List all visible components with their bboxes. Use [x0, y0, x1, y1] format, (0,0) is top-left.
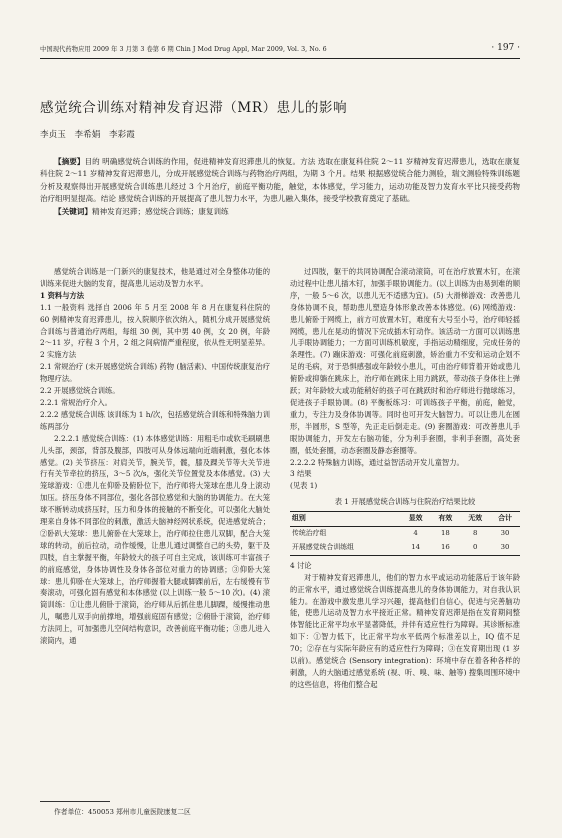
table-caption: 表 1 开展感觉统合训练与住院治疗结果比较	[334, 497, 476, 507]
abstract-paragraph	[40, 156, 520, 206]
article-title: 感觉统合训练对精神发育迟滞（MR）患儿的影响	[40, 100, 348, 116]
abstract	[40, 156, 520, 218]
table-header-cell: 显效	[408, 514, 423, 523]
table-cell: 14	[411, 542, 420, 551]
body-paragraph: 4 讨论	[290, 560, 312, 570]
body-paragraph: 2.2 开展感觉统合训练。	[40, 386, 120, 396]
table-header-cell: 有效	[438, 514, 453, 523]
body-paragraph: 过四肢，躯干的共同协调配合滚动滚筒，可在治疗放置木钉，在滚动过程中让患儿插木钉，加强手眼协调能力。(以上训练为由易到难的顺序，一般 5～6 次，以患儿无不适感为宜)。(5) 大滑梯游戏：改善患儿身体协调不良，帮助患儿塑造身体形象改善本体感觉。(6) 网缆游戏：患儿俯卧于网缆上，前方可放置木钉，难度有大号至小号，治疗师轻摇网缆，患儿在晃动的情况下完成插木钉动作。该活动一方面可以训练患儿手眼协调能力；一方面可训练机敏度，手指运动精细度，完成任务的条理性。(7) 蹦床游戏：可强化前庭刺激，矫治重力不安和运动企划不足的毛病，对于恐惧感强或年龄较小患儿，可由治疗师背着开始或患儿俯卧或抑躺在跳床上，治疗师在跳床上用力跳跃，带动孩子身体往上弹跃；对年龄较大或功能稍好的孩子可在跳跃时和治疗师进行抛球练习，促进孩子手眼协调。(8) 平衡板练习：可训练孩子平衡，前庭，触觉，重力，专注力及身体协调等。同时也可开发大脑智力。可以让患儿在圆形，半圆形，S 型等，先正走后倒走走。(9) 套圈游戏：可改善患儿手眼协调能力，开发左右脑功能，分为利手套圈，非利手套圈，高处套圈，低处套圈，动态套圈及静态套圈等。	[290, 267, 520, 455]
header-rule	[40, 58, 520, 59]
table-cell: 传统治疗组	[292, 529, 327, 538]
body-paragraph: 2 实施方法	[40, 350, 77, 360]
table-header-cell: 合计	[498, 514, 512, 523]
table-header-cell: 组别	[292, 514, 306, 523]
table-cell: 4	[413, 529, 418, 538]
author-list: 李贞玉 李希娟 李彩霞	[40, 130, 135, 140]
body-paragraph: 2.2.2 感觉统合训练 该训练为 1 h/次，包括感觉统合训练和特殊脑力训练两部分	[40, 409, 270, 431]
table-cell: 30	[500, 542, 510, 551]
body-paragraph: (见表 1)	[290, 481, 318, 491]
table-row	[290, 527, 520, 541]
body-paragraph: 3 结果	[290, 469, 312, 479]
body-paragraph: 对于精神发育迟滞患儿，他们的智力水平或运动功能落后于该年龄的正常水平，通过感觉统合训练提高患儿的身体协调能力，对自我认识能力。在游戏中激发患儿学习兴趣，提高他们自信心，促进与完善脑功能，使患儿运动及智力水平接近正常。精神发育迟滞是指在发育期间整体智能比正常平均水平显著降低，并伴有适应性行为障碍。其诊断标准如下：①智力低下，比正常平均水平低两个标准差以上，IQ 值不足 70；②存在与实际年龄应有的适应性行为障碍；③在发育期出现 (1 岁以前)。感觉统合 (Sensory integration)：环境中存在着各种各样的刺激，人的大脑通过感觉系统 (视、听、嗅、味、触等) 搜集周围环境中的这些信息，将他们整合起	[290, 572, 520, 689]
body-paragraph: 1.1 一般资料 选择自 2006 年 5 月至 2008 年 8 月在康复科住院的 60 例精神发育迟滞患儿，按入院顺序依次纳入，随机分成开展感觉统合训练与普通治疗两组，每组 30 例，其中男 40 例，女 20 例，年龄 2～11 岁，疗程 3 个月，2 组之间病情严重程度，依从性无明显差异。	[40, 302, 270, 348]
body-paragraph: 2.2.1 常规治疗介入。	[40, 397, 112, 407]
footnote-rule	[40, 801, 110, 802]
table-cell: 8	[473, 529, 478, 538]
table-header-cell: 无效	[468, 514, 483, 523]
table-cell: 18	[441, 529, 450, 538]
running-header	[40, 44, 520, 58]
abstract-text: 目的 明确感觉统合训练的作用，促进精神发育迟滞患儿的恢复。方法 选取在康复科住院 2～11 岁精神发育迟滞患儿，选取在康复科住院 2～11 岁精神发育迟滞患儿，分成开展感觉统合训练与药物治疗两组，为期 3 个月。结果 根据感觉统合能力测验，瑞文测验特殊训练题分析及观察得出开展感觉统合训练患儿经过 3 个月治疗，前庭平衡功能，触觉，本体感觉，学习能力，运动功能及智力发育水平比只接受药物治疗组明显提高。结论 感觉统合训练的开展提高了患儿智力水平，为患儿融入集体，接受学校教育奠定了基础。	[40, 157, 520, 204]
table-row	[290, 541, 520, 555]
author-affiliation-footnote: 作者单位：450053 郑州市儿童医院康复二区	[54, 808, 191, 816]
body-paragraph: 感觉统合训练是一门新兴的康复技术，他是通过对全身整体功能的训练来促进大脑的发育，提高患儿运动及智力水平。	[40, 267, 270, 288]
body-paragraph: 2.1 常规治疗 (未开展感觉统合训练) 药物 (脑活素)、中国传统康复治疗物理疗法。	[40, 362, 270, 384]
keywords-paragraph	[40, 206, 520, 218]
results-table	[290, 511, 520, 556]
keywords-text: 精神发育迟滞；感觉统合训练；康复训练	[91, 206, 229, 216]
journal-citation: 中国现代药物应用 2009 年 3 月第 3 卷第 6 期 Chin J Mod Drug Appl, Mar 2009, Vol. 3, No. 6	[40, 46, 327, 53]
table-cell: 0	[473, 542, 478, 551]
table-header-row	[290, 512, 520, 527]
body-paragraph: 2.2.2.1 感觉统合训练：(1) 本体感觉训练：用粗毛巾或软毛刷刷患儿头部，颈部，背部及腹部，四肢可从身体远端向近端刺激，强化本体感觉。(2) 关节挤压：对肩关节，腕关节，髋，膝及踝关节等大关节进行有关节牵拉的挤压，3～5 次/s，强化关节位置觉及本体感觉。(3) 大笼球游戏：①患儿在仰卧及俯卧位下，治疗师将大笼球在患儿身上滚动加压。挤压身体不同部位，强化各部位感觉和大脑的协调能力。在大笼球不断转动成挤压时，压力和身体的接触的不断变化，可以强化大脑处理来自身体不同部位的刺激，激活大脑神经网状系统，促进感觉统合；②卧趴大笼球：患儿俯卧在大笼球上，治疗师拉住患儿双脚，配合大笼球的转动，前后拉动，动作缓慢，让患儿通过调整自己的头势，躯干及四肢，自主掌握平衡，年龄较大的孩子可自主完成，该训练可丰富孩子的前庭感觉，身体协调性及身体各部位对重力的协调感；③仰卧大笼球：患儿仰卧在大笼球上，治疗师握着大腿或脚踝前后，左右缓慢有节奏滚动，可强化固有感觉和本体感觉 (以上训练一般 5～10 次)。(4) 滚筒训练：①让患儿俯卧于滚筒，治疗师从后抓住患儿脚踝，缓慢推动患儿，嘱患儿双手向前撑地，增强前庭固有感觉；②俯卧于滚筒，治疗师方法同上，可加强患儿空间结构意识，改善前庭平衡功能；③患儿进入滚筒内，通	[40, 433, 270, 646]
table-cell: 30	[500, 529, 510, 538]
right-column	[290, 266, 520, 691]
table-cell: 16	[441, 542, 450, 551]
keywords-label: 【关键词】	[54, 206, 92, 216]
results-table-block	[290, 496, 520, 556]
body-paragraph: 2.2.2.2 特殊脑力训练，通过益智活动开发儿童智力。	[290, 457, 464, 467]
abstract-label: 【摘要】	[54, 157, 85, 166]
section-heading: 1 资料与方法	[40, 290, 85, 300]
left-column	[40, 266, 270, 647]
table-cell: 开展感觉统合训练组	[292, 542, 355, 551]
page-number: · 197 ·	[491, 43, 520, 53]
